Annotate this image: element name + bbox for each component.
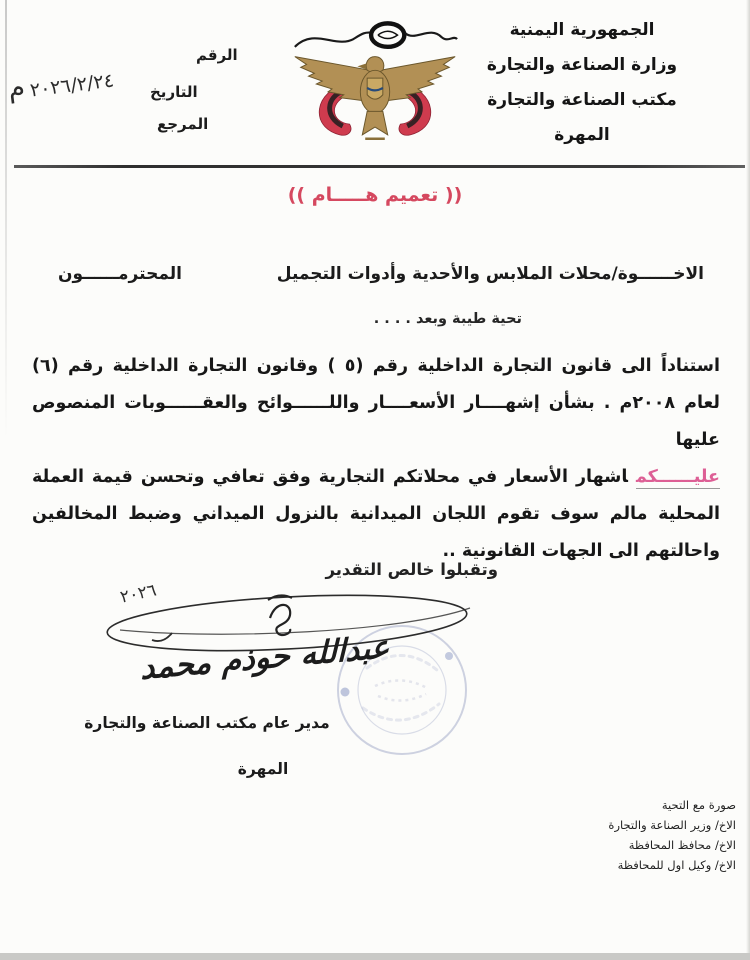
header-divider-line [14,165,745,168]
letterhead-ministry: وزارة الصناعة والتجارة [486,55,678,75]
body-line-2: لعام ٢٠٠٨م . بشأن إشهــــار الأسعــــار واللــــــوائح والعقــــــوبات المنصوص عليها [32,393,720,450]
handwritten-signature-name: عبدالله حوذم محمد [140,629,390,687]
date-label: التاريخ [150,83,198,101]
eagle-emblem [295,57,455,139]
cc-item-governor: الاخ/ محافظ المحافظة [628,838,736,852]
bismillah-calligraphy-icon [295,23,457,46]
scan-edge-left [5,0,7,440]
salutation: تحية طيبة وبعد . . . . [373,311,522,327]
cc-header: صورة مع التحية [661,798,736,812]
addressee-line: الاخــــــوة/محلات الملابس والأحدية وأدوات التجميل [276,264,704,284]
body-line-3 [32,459,720,496]
addressee-honorific: المحترمــــــون [58,264,182,284]
cc-item-deputy: الاخ/ وكيل اول للمحافظة [617,858,736,872]
cc-block [608,795,736,875]
date-suffix-meem: م [6,70,27,104]
reference-label: المرجع [157,115,209,133]
letterhead-office: مكتب الصناعة والتجارة [487,90,677,110]
body-line-4: المحلية مالم سوف تقوم اللجان الميدانية بالنزول الميداني وضبط المخالفين [32,504,720,524]
signer-title: مدير عام مكتب الصناعة والتجارة [84,714,330,732]
closing-phrase: وتقبلوا خالص التقدير [325,560,498,579]
letterhead-right-block [462,20,702,160]
scan-edge-right [746,0,750,960]
body-line-1: استناداً الى قانون التجارة الداخلية رقم (٥ ) وقانون التجارة الداخلية رقم (٦) [32,356,720,376]
body-line-3-rest: اشهار الأسعار في محلاتكم التجارية وفق تعافي وتحسن قيمة العملة [32,467,628,487]
number-label: الرقم [196,46,238,64]
cc-item-minister: الاخ/ وزير الصناعة والتجارة [608,818,736,832]
highlighted-word: عليــــــكم [635,467,720,487]
handwritten-year: ٢٠٢٦ [118,580,159,608]
signer-governorate: المهرة [237,760,289,778]
body-line-5: واحالتهم الى الجهات القانونية .. [442,541,720,561]
letterhead-republic: الجمهورية اليمنية [509,20,655,40]
scan-edge-bottom [0,953,750,960]
date-value: ٢٠٢٦/٢/٢٤ [28,69,116,102]
letter-body [32,348,720,570]
circular-title: (( تعميم هـــــام )) [287,184,463,206]
letterhead-governorate: المهرة [554,125,610,145]
yemen-coat-of-arms-icon [287,8,463,160]
